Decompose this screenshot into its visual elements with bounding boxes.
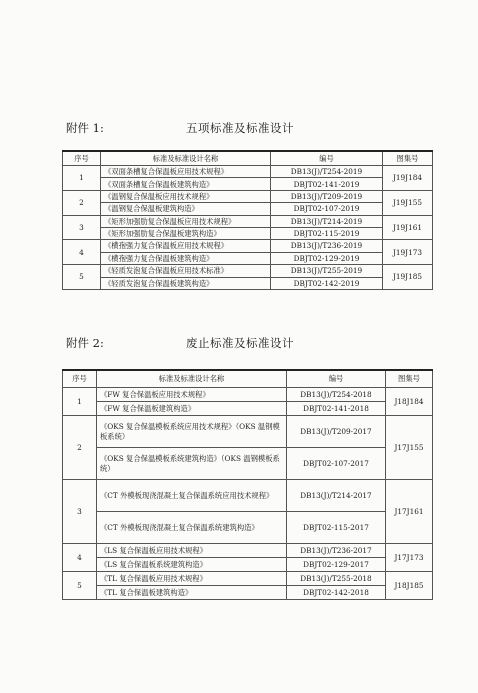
- five-standards-table: [62, 150, 433, 290]
- atlas-number: J19J184: [383, 166, 433, 191]
- table-header-row: [63, 370, 433, 388]
- standard-code: DB13(J)/T214-2019: [271, 215, 383, 227]
- header-name: 标准及标准设计名称: [97, 370, 287, 388]
- row-number: 1: [63, 166, 101, 191]
- table-row: [63, 416, 433, 448]
- standard-name: 《OKS 复合保温模板系统应用技术规程》（OKS 温钢模板系统）: [97, 416, 287, 448]
- atlas-number: J17J173: [386, 544, 433, 572]
- standard-name: 《轻质发泡复合保温板建筑构造》: [101, 277, 271, 289]
- header-no: 序号: [63, 151, 101, 166]
- standard-name: 《轻质发泡复合保温板应用技术标准》: [101, 265, 271, 277]
- header-code: 编号: [271, 151, 383, 166]
- row-number: 2: [63, 190, 101, 215]
- row-number: 1: [63, 388, 97, 416]
- header-atlas: 图集号: [386, 370, 433, 388]
- standard-name: 《双面条槽复合保温板建筑构造》: [101, 178, 271, 190]
- table-row: [63, 252, 433, 264]
- standard-code: DBJT02-115-2017: [287, 512, 386, 544]
- standard-code: DBJT02-115-2019: [271, 227, 383, 239]
- standard-code: DBJT02-107-2017: [287, 448, 386, 480]
- table-row: [63, 558, 433, 572]
- table-row: [63, 265, 433, 277]
- table-row: [63, 277, 433, 289]
- table-row: [63, 448, 433, 480]
- standard-code: DB13(J)/T209-2019: [271, 190, 383, 202]
- table-row: [63, 227, 433, 239]
- header-no: 序号: [63, 370, 97, 388]
- atlas-number: J19J185: [383, 265, 433, 290]
- row-number: 3: [63, 215, 101, 240]
- atlas-number: J19J173: [383, 240, 433, 265]
- header-code: 编号: [287, 370, 386, 388]
- table-header-row: [63, 151, 433, 166]
- section-title: 废止标准及标准设计: [186, 336, 294, 350]
- standard-code: DBJT02-142-2018: [287, 586, 386, 600]
- standard-code: DB13(J)/T254-2018: [287, 388, 386, 402]
- table-row: [63, 215, 433, 227]
- standard-name: 《TL 复合保温板应用技术规程》: [97, 572, 287, 586]
- header-atlas: 图集号: [383, 151, 433, 166]
- table-row: [63, 512, 433, 544]
- attachment-label: 附件 2:: [66, 336, 104, 350]
- atlas-number: J17J155: [386, 416, 433, 480]
- standard-code: DB13(J)/T255-2019: [271, 265, 383, 277]
- table-row: [63, 240, 433, 252]
- section-title: 五项标准及标准设计: [186, 121, 294, 135]
- standard-name: 《OKS 复合保温模板系统建筑构造》（OKS 温钢模板系统）: [97, 448, 287, 480]
- row-number: 4: [63, 544, 97, 572]
- standard-name: 《FW 复合保温板应用技术规程》: [97, 388, 287, 402]
- standard-code: DB13(J)/T254-2019: [271, 166, 383, 178]
- row-number: 3: [63, 480, 97, 544]
- attachment-label: 附件 1:: [66, 121, 104, 135]
- standard-name: 《双面条槽复合保温板应用技术规程》: [101, 166, 271, 178]
- table-row: [63, 586, 433, 600]
- table-row: [63, 572, 433, 586]
- atlas-number: J19J155: [383, 190, 433, 215]
- standard-name: 《矩形加强肋复合保温板建筑构造》: [101, 227, 271, 239]
- standard-code: DB13(J)/T236-2017: [287, 544, 386, 558]
- standard-code: DBJT02-141-2019: [271, 178, 383, 190]
- standard-code: DB13(J)/T255-2018: [287, 572, 386, 586]
- standard-code: DB13(J)/T214-2017: [287, 480, 386, 512]
- standard-name: 《矩形加强肋复合保温板应用技术规程》: [101, 215, 271, 227]
- atlas-number: J19J161: [383, 215, 433, 240]
- row-number: 4: [63, 240, 101, 265]
- standard-name: 《CT 外模板现浇混凝土复合保温系统应用技术规程》: [97, 480, 287, 512]
- standard-name: 《FW 复合保温板建筑构造》: [97, 402, 287, 416]
- atlas-number: J18J184: [386, 388, 433, 416]
- table-row: [63, 190, 433, 202]
- attachment-1-heading: [66, 118, 436, 138]
- table-row: [63, 388, 433, 402]
- standard-name: 《LS 复合保温板应用技术规程》: [97, 544, 287, 558]
- table-row: [63, 480, 433, 512]
- repealed-standards-table: [62, 369, 433, 600]
- standard-code: DBJT02-129-2017: [287, 558, 386, 572]
- table-row: [63, 402, 433, 416]
- standard-name: 《横孢强力复合保温板应用技术规程》: [101, 240, 271, 252]
- standard-code: DB13(J)/T236-2019: [271, 240, 383, 252]
- standard-code: DBJT02-129-2019: [271, 252, 383, 264]
- standard-name: 《LS 复合保温板系统建筑构造》: [97, 558, 287, 572]
- standard-code: DBJT02-142-2019: [271, 277, 383, 289]
- row-number: 5: [63, 265, 101, 290]
- standard-name: 《温钢复合保温板建筑构造》: [101, 203, 271, 215]
- table-row: [63, 203, 433, 215]
- standard-name: 《TL 复合保温板建筑构造》: [97, 586, 287, 600]
- atlas-number: J18J185: [386, 572, 433, 600]
- table-row: [63, 544, 433, 558]
- attachment-2-heading: [66, 333, 436, 353]
- header-name: 标准及标准设计名称: [101, 151, 271, 166]
- table-row: [63, 178, 433, 190]
- table-row: [63, 166, 433, 178]
- standard-name: 《温钢复合保温板应用技术规程》: [101, 190, 271, 202]
- standard-code: DBJT02-141-2018: [287, 402, 386, 416]
- standard-name: 《横孢强力复合保温板建筑构造》: [101, 252, 271, 264]
- standard-name: 《CT 外模板现浇混凝土复合保温系统建筑构造》: [97, 512, 287, 544]
- atlas-number: J17J161: [386, 480, 433, 544]
- row-number: 2: [63, 416, 97, 480]
- standard-code: DBJT02-107-2019: [271, 203, 383, 215]
- row-number: 5: [63, 572, 97, 600]
- standard-code: DB13(J)/T209-2017: [287, 416, 386, 448]
